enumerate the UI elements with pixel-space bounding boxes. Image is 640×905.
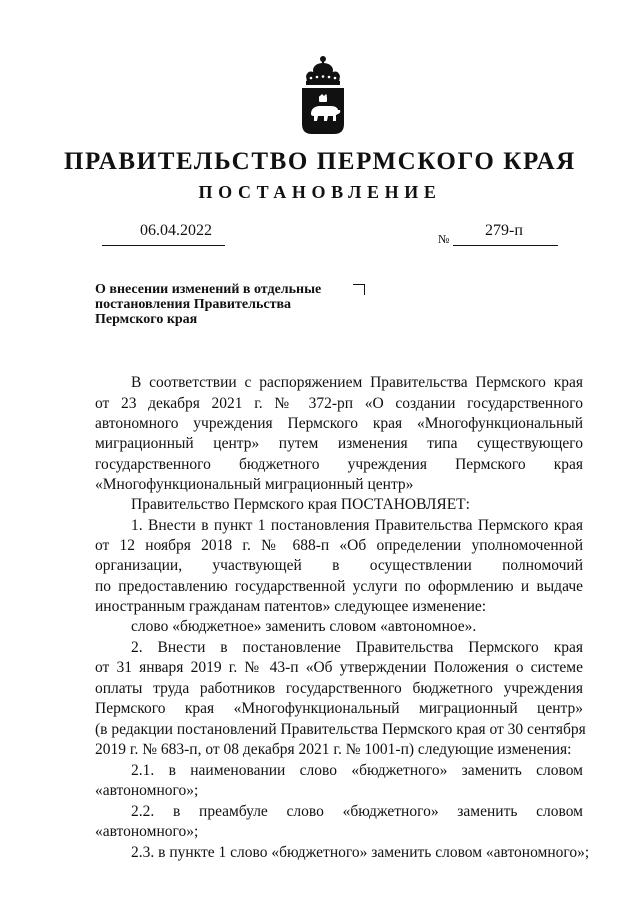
body-line: 1. Внести в пункт 1 постановления Правительства Пермского края: [131, 517, 583, 534]
body-line: «автономного»;: [95, 823, 199, 840]
subject-line: О внесении изменений в отдельные: [95, 282, 322, 297]
document-date: 06.04.2022: [140, 222, 212, 239]
body-line: по предоставлению государственной услуги по оформлению и выдаче: [95, 578, 583, 595]
body-line: В соответствии с распоряжением Правительства Пермского края: [131, 374, 583, 391]
body-line: оплаты труда работников государственного бюджетного учреждения: [95, 680, 583, 697]
body-line: от 23 декабря 2021 г. № 372-рп «О создании государственного: [95, 395, 583, 412]
document-number: 279-п: [485, 222, 523, 239]
body-line: 2.3. в пункте 1 слово «бюджетного» заменить словом «автономного»;: [131, 844, 590, 861]
government-title: ПРАВИТЕЛЬСТВО ПЕРМСКОГО КРАЯ: [64, 148, 576, 175]
body-line: иностранным гражданам патентов» следующее изменение:: [95, 598, 487, 615]
body-line: 2.2. в преамбуле слово «бюджетного» заменить словом: [131, 803, 583, 820]
document-type-title: ПОСТАНОВЛЕНИЕ: [198, 182, 442, 202]
body-line: Правительство Пермского края ПОСТАНОВЛЯЕТ:: [131, 496, 470, 513]
body-line: от 31 января 2019 г. № 43-п «Об утверждении Положения о системе: [95, 659, 583, 676]
subject-line: постановления Правительства: [95, 297, 291, 312]
body-line: слово «бюджетное» заменить словом «автономное».: [131, 618, 477, 635]
number-underline: [453, 245, 558, 246]
body-line: от 12 ноября 2018 г. № 688-п «Об определении уполномоченной: [95, 537, 583, 554]
body-line: миграционный центр» путем изменения типа существующего: [95, 435, 583, 452]
body-line: автономного учреждения Пермского края «Многофункциональный: [95, 415, 583, 432]
body-line: «автономного»;: [95, 782, 199, 799]
subject-line: Пермского края: [95, 312, 198, 327]
body-line: (в редакции постановлений Правительства Пермского края от 30 сентября: [95, 721, 586, 738]
coat-of-arms-icon: [296, 50, 350, 140]
body-line: 2019 г. № 683-п, от 08 декабря 2021 г. № 1001-п) следующие изменения:: [95, 741, 572, 758]
body-line: Пермского края «Многофункциональный миграционный центр»: [95, 700, 583, 717]
body-line: организации, участвующей в осуществлении полномочий: [95, 557, 583, 574]
body-line: «Многофункциональный миграционный центр»: [95, 476, 414, 493]
body-line: 2.1. в наименовании слово «бюджетного» заменить словом: [131, 762, 583, 779]
subject-corner-mark: [353, 284, 365, 295]
document-subject: [95, 282, 321, 327]
number-sign: №: [438, 232, 450, 246]
date-underline: [102, 245, 225, 246]
body-line: 2. Внести в постановление Правительства Пермского края: [131, 639, 583, 656]
body-line: государственного бюджетного учреждения Пермского края: [95, 456, 583, 473]
